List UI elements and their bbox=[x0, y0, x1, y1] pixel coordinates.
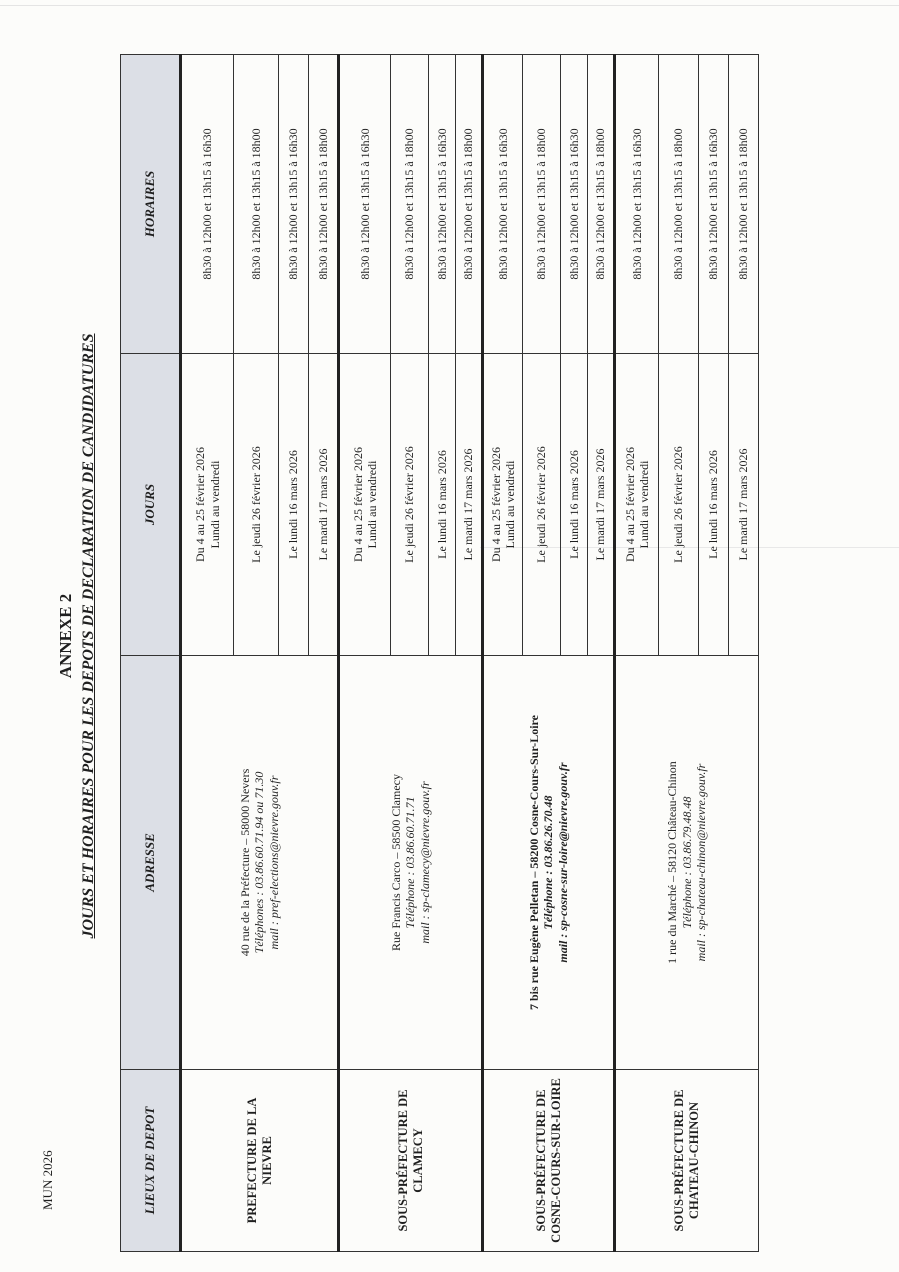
mail-line: mail : sp-chateau-chinon@nievre.gouv.fr bbox=[694, 763, 709, 962]
phone-line: Téléphone : 03.86.60.71.71 bbox=[403, 796, 418, 929]
table-row bbox=[483, 55, 523, 1252]
day-cell: Le mardi 17 mars 2026 bbox=[309, 354, 339, 656]
header-horaires: HORAIRES bbox=[121, 55, 181, 354]
day-text: Du 4 au 25 février 2026 bbox=[488, 447, 503, 562]
hours-cell: 8h30 à 12h00 et 13h15 à 18h00 bbox=[234, 55, 279, 354]
address-line: Rue Francis Carco – 58500 Clamecy bbox=[388, 774, 403, 951]
document-code: MUN 2026 bbox=[40, 1150, 55, 1210]
hours-cell: 8h30 à 12h00 et 13h15 à 18h00 bbox=[456, 55, 483, 354]
day-subtext: Lundi au vendredi bbox=[503, 460, 517, 549]
day-text: Du 4 au 25 février 2026 bbox=[622, 447, 637, 562]
day-subtext: Lundi au vendredi bbox=[637, 460, 651, 549]
day-cell: Le jeudi 26 février 2026 bbox=[234, 354, 279, 656]
address-cell bbox=[483, 656, 615, 1070]
document-subtitle: JOURS ET HORAIRES POUR LES DEPOTS DE DECLARATION DE CANDIDATURES bbox=[80, 333, 97, 939]
day-cell bbox=[483, 354, 523, 656]
lieu-cell: SOUS-PRÉFECTURE DE CHATEAU-CHINON bbox=[615, 1070, 759, 1252]
address-line: 40 rue de la Préfecture – 58000 Nevers bbox=[237, 768, 252, 957]
phone-line: Téléphone : 03.86.79.48.48 bbox=[679, 796, 694, 929]
header-lieux: LIEUX DE DEPOT bbox=[121, 1070, 181, 1252]
hours-cell: 8h30 à 12h00 et 13h15 à 18h00 bbox=[391, 55, 429, 354]
hours-cell: 8h30 à 12h00 et 13h15 à 16h30 bbox=[429, 55, 456, 354]
day-cell: Le mardi 17 mars 2026 bbox=[456, 354, 483, 656]
address-cell bbox=[615, 656, 759, 1070]
day-cell: Le lundi 16 mars 2026 bbox=[699, 354, 729, 656]
hours-cell: 8h30 à 12h00 et 13h15 à 18h00 bbox=[523, 55, 561, 354]
day-cell: Le mardi 17 mars 2026 bbox=[729, 354, 759, 656]
mail-line: mail : sp-clamecy@nievre.gouv.fr bbox=[417, 781, 432, 944]
day-cell bbox=[339, 354, 391, 656]
address-cell bbox=[181, 656, 339, 1070]
hours-cell: 8h30 à 12h00 et 13h15 à 16h30 bbox=[279, 55, 309, 354]
header-jours: JOURS bbox=[121, 354, 181, 656]
table-row bbox=[339, 55, 391, 1252]
hours-cell: 8h30 à 12h00 et 13h15 à 16h30 bbox=[699, 55, 729, 354]
day-text: Du 4 au 25 février 2026 bbox=[193, 447, 208, 562]
mail-line: mail : sp-cosne-sur-loire@nievre.gouv.fr bbox=[555, 762, 570, 963]
day-cell: Le mardi 17 mars 2026 bbox=[588, 354, 615, 656]
day-cell: Le lundi 16 mars 2026 bbox=[429, 354, 456, 656]
address-line: 7 bis rue Eugène Pelletan – 58200 Cosne-Cours-Sur-Loire bbox=[526, 715, 541, 1010]
phone-line: Téléphone : 03.86.26.70.48 bbox=[541, 795, 556, 930]
day-cell: Le jeudi 26 février 2026 bbox=[391, 354, 429, 656]
day-cell bbox=[615, 354, 659, 656]
hours-cell: 8h30 à 12h00 et 13h15 à 18h00 bbox=[588, 55, 615, 354]
hours-cell: 8h30 à 12h00 et 13h15 à 16h30 bbox=[181, 55, 234, 354]
hours-cell: 8h30 à 12h00 et 13h15 à 18h00 bbox=[309, 55, 339, 354]
schedule-table bbox=[120, 54, 759, 1252]
day-subtext: Lundi au vendredi bbox=[207, 460, 222, 549]
lieu-cell: PREFECTURE DE LA NIEVRE bbox=[181, 1070, 339, 1252]
hours-cell: 8h30 à 12h00 et 13h15 à 16h30 bbox=[483, 55, 523, 354]
hours-cell: 8h30 à 12h00 et 13h15 à 18h00 bbox=[729, 55, 759, 354]
lieu-cell: SOUS-PRÉFECTURE DE COSNE-COURS-SUR-LOIRE bbox=[483, 1070, 615, 1252]
day-subtext: Lundi au vendredi bbox=[365, 460, 379, 549]
hours-cell: 8h30 à 12h00 et 13h15 à 18h00 bbox=[659, 55, 699, 354]
lieu-cell: SOUS-PRÉFECTURE DE CLAMECY bbox=[339, 1070, 483, 1252]
header-adresse: ADRESSE bbox=[121, 656, 181, 1070]
phone-line: Téléphones : 03.86.60.71.94 ou 71.30 bbox=[252, 771, 267, 954]
day-text: Du 4 au 25 février 2026 bbox=[350, 447, 365, 562]
day-cell: Le jeudi 26 février 2026 bbox=[659, 354, 699, 656]
document-title: ANNEXE 2 bbox=[56, 593, 75, 679]
table-header-row bbox=[121, 55, 181, 1252]
address-line: 1 rue du Marché – 58120 Château-Chinon bbox=[665, 761, 680, 964]
hours-cell: 8h30 à 12h00 et 13h15 à 16h30 bbox=[339, 55, 391, 354]
day-cell: Le jeudi 26 février 2026 bbox=[523, 354, 561, 656]
hours-cell: 8h30 à 12h00 et 13h15 à 16h30 bbox=[615, 55, 659, 354]
table-row bbox=[615, 55, 659, 1252]
table-row bbox=[181, 55, 234, 1252]
day-cell: Le lundi 16 mars 2026 bbox=[279, 354, 309, 656]
address-cell bbox=[339, 656, 483, 1070]
day-cell bbox=[181, 354, 234, 656]
mail-line: mail : pref-elections@nievre.gouv.fr bbox=[266, 775, 281, 950]
day-cell: Le lundi 16 mars 2026 bbox=[561, 354, 588, 656]
hours-cell: 8h30 à 12h00 et 13h15 à 16h30 bbox=[561, 55, 588, 354]
